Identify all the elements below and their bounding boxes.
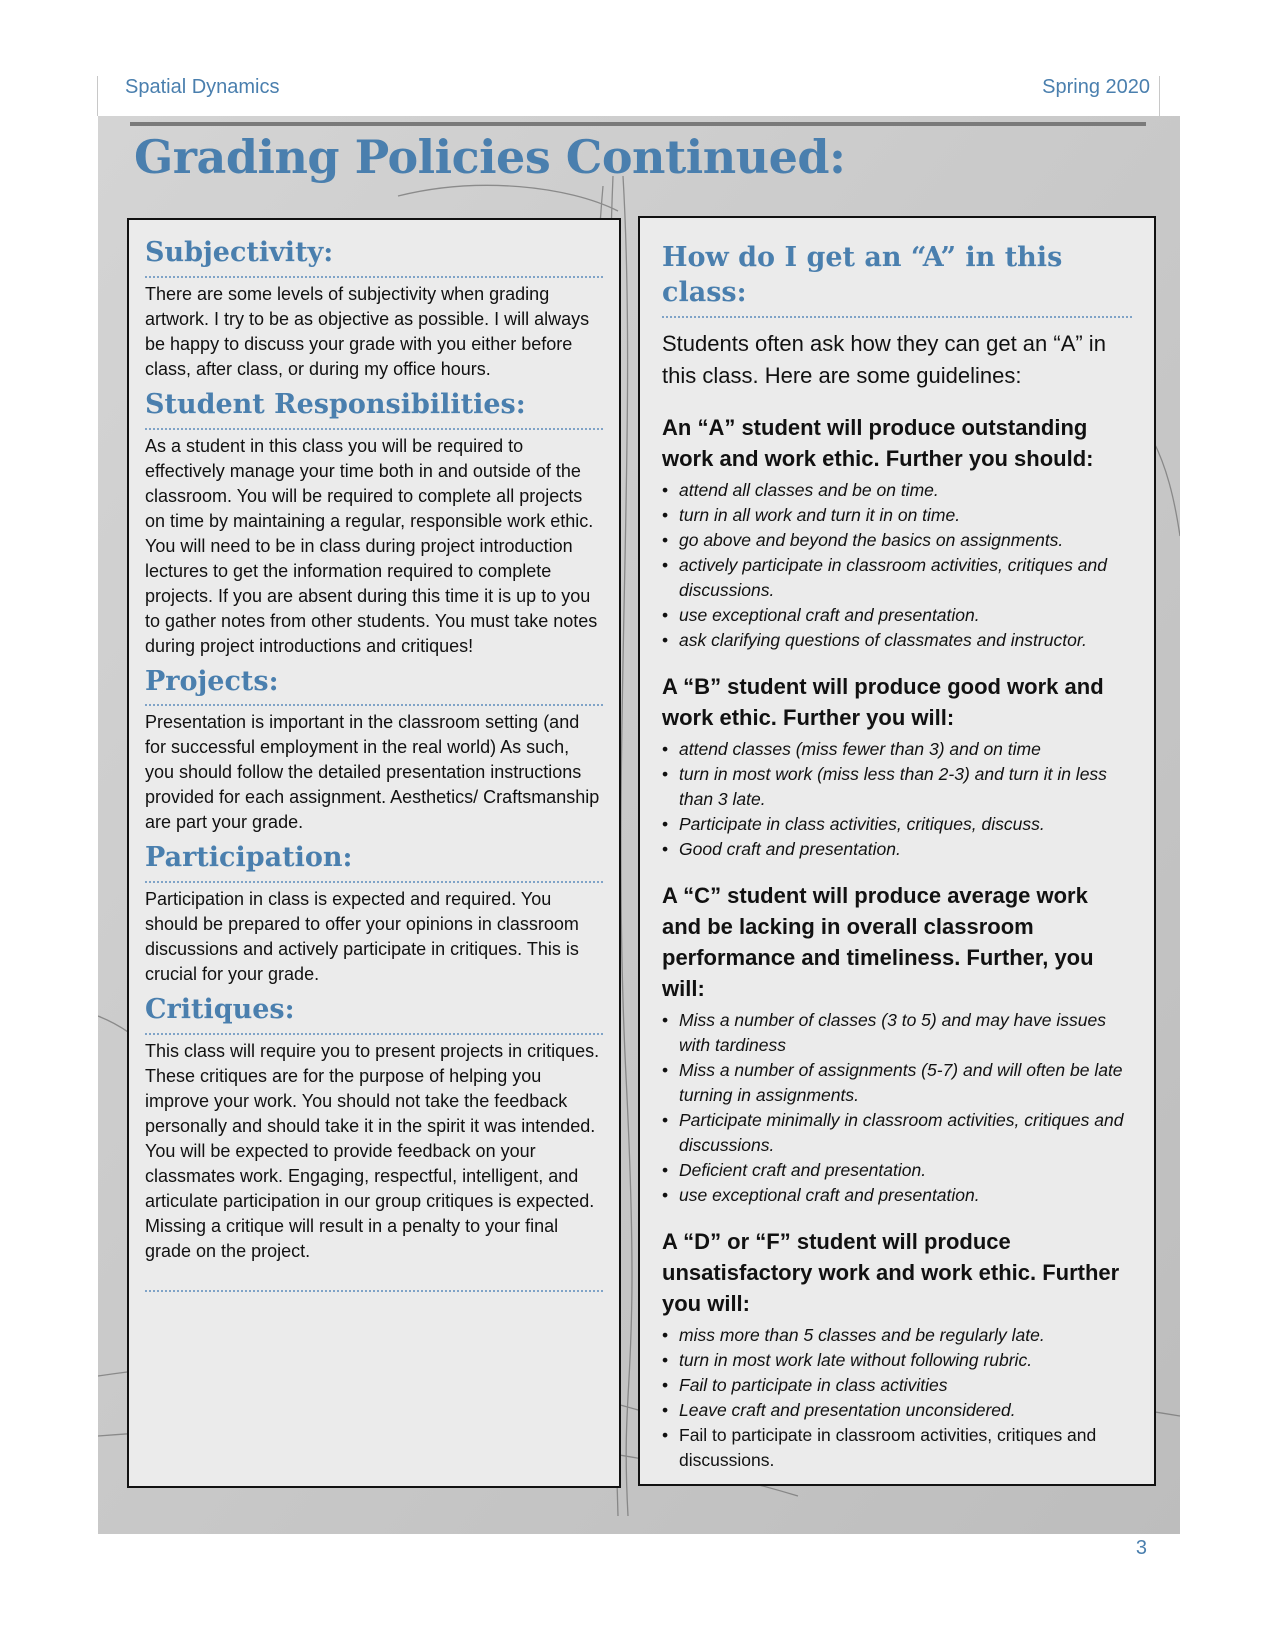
dotted-divider	[145, 1033, 603, 1035]
grade-heading: An “A” student will produce outstanding work and work ethic. Further you should:	[662, 415, 1094, 472]
section-critiques	[145, 993, 603, 1292]
list-item: • Fail to participate in class activities	[662, 1373, 1132, 1398]
grade-a-block	[662, 412, 1132, 653]
list-item: • Deficient craft and presentation.	[662, 1158, 1132, 1183]
list-item: • Participate minimally in classroom activities, critiques and discussions.	[662, 1108, 1132, 1158]
grade-criteria-list	[662, 1008, 1132, 1208]
list-item: • Miss a number of assignments (5-7) and will often be late turning in assignments.	[662, 1058, 1132, 1108]
list-item: • miss more than 5 classes and be regularly late.	[662, 1323, 1132, 1348]
section-title: Student Responsibilities:	[145, 388, 526, 420]
dotted-divider	[662, 316, 1132, 318]
dotted-divider	[145, 1290, 603, 1292]
section-body: Presentation is important in the classroom setting (and for successful employment in the real world) As such, you should follow the detailed presentation instructions provided for each assignment. Aesthetics/ Craftsmanship are part your grade.	[145, 712, 600, 833]
list-item: • attend classes (miss fewer than 3) and on time	[662, 737, 1132, 762]
list-item: • turn in most work (miss less than 2-3) and turn it in less than 3 late.	[662, 762, 1132, 812]
section-projects	[145, 665, 603, 836]
list-item: • ask clarifying questions of classmates and instructor.	[662, 628, 1132, 653]
dotted-divider	[145, 428, 603, 430]
dotted-divider	[145, 881, 603, 883]
section-participation	[145, 841, 603, 987]
grade-guidelines-panel	[638, 216, 1156, 1486]
list-item: • use exceptional craft and presentation.	[662, 1183, 1132, 1208]
grade-criteria-list	[662, 478, 1132, 653]
title-rule	[130, 122, 1146, 126]
section-body: There are some levels of subjectivity when grading artwork. I try to be as objective as possible. I will always be happy to discuss your grade with you either before class, after class, or during my office hours.	[145, 283, 590, 379]
guidelines-intro: Students often ask how they can get an “A” in this class. Here are some guidelines:	[662, 331, 1106, 389]
dotted-divider	[145, 704, 603, 706]
grade-b-block	[662, 671, 1132, 862]
section-title: Projects:	[145, 665, 279, 697]
header-rule-left	[97, 76, 98, 116]
section-student-responsibilities	[145, 388, 603, 659]
grade-criteria-list	[662, 737, 1132, 862]
list-item: • Participate in class activities, critiques, discuss.	[662, 812, 1132, 837]
section-title: Participation:	[145, 842, 353, 874]
list-item: • Miss a number of classes (3 to 5) and may have issues with tardiness	[662, 1008, 1132, 1058]
section-title: Subjectivity:	[145, 237, 334, 268]
grade-c-block	[662, 880, 1132, 1208]
page-title: Grading Policies Continued:	[134, 130, 846, 184]
list-item: • attend all classes and be on time.	[662, 478, 1132, 503]
dotted-divider	[145, 276, 603, 278]
page-number: 3	[1135, 1537, 1147, 1559]
grade-criteria-list	[662, 1323, 1132, 1473]
grade-heading: A “B” student will produce good work and work ethic. Further you will:	[662, 674, 1104, 731]
section-body: Participation in class is expected and required. You should be prepared to offer your opinions in classroom discussions and actively participate in critiques. This is crucial for your grade.	[145, 889, 579, 984]
section-subjectivity	[145, 236, 603, 382]
list-item: • use exceptional craft and presentation.	[662, 603, 1132, 628]
list-item: • turn in most work late without following rubric.	[662, 1348, 1132, 1373]
policies-panel	[127, 218, 621, 1488]
semester: Spring 2020	[1042, 76, 1150, 98]
list-item: • Good craft and presentation.	[662, 837, 1132, 862]
course-name: Spatial Dynamics	[125, 76, 280, 98]
header-rule-right	[1159, 76, 1160, 116]
grade-heading: A “C” student will produce average work and be lacking in overall classroom performance and timeliness. Further, you will:	[662, 883, 1094, 1002]
section-body: As a student in this class you will be required to effectively manage your time both in and outside of the classroom. You will be required to complete all projects on time by maintaining a regular, responsible work ethic. You will need to be in class during project introduction lectures to get the information required to complete projects. If you are absent during this time it is up to you to gather notes from other students. You must take notes during project introductions and critiques!	[145, 435, 598, 656]
section-body: This class will require you to present projects in critiques. These critiques are for the purpose of helping you improve your work. You should not take the feedback personally and should take it in the spirit it was intended. You will be expected to provide feedback on your classmates work. Engaging, respectful, intelligent, and articulate participation in our group critiques is expected. Missing a critique will result in a penalty to your final grade on the project.	[145, 1040, 600, 1261]
grade-df-block	[662, 1226, 1132, 1473]
grade-heading: A “D” or “F” student will produce unsatisfactory work and work ethic. Further you will:	[662, 1229, 1120, 1317]
section-title: Critiques:	[145, 994, 295, 1025]
list-item: • go above and beyond the basics on assignments.	[662, 528, 1132, 553]
list-item: • Leave craft and presentation unconsidered.	[662, 1398, 1132, 1423]
list-item: • Fail to participate in classroom activities, critiques and discussions.	[662, 1423, 1132, 1473]
list-item: • turn in all work and turn it in on time.	[662, 503, 1132, 528]
list-item: • actively participate in classroom activities, critiques and discussions.	[662, 553, 1132, 603]
guidelines-title: How do I get an “A” in this class:	[662, 242, 1063, 309]
